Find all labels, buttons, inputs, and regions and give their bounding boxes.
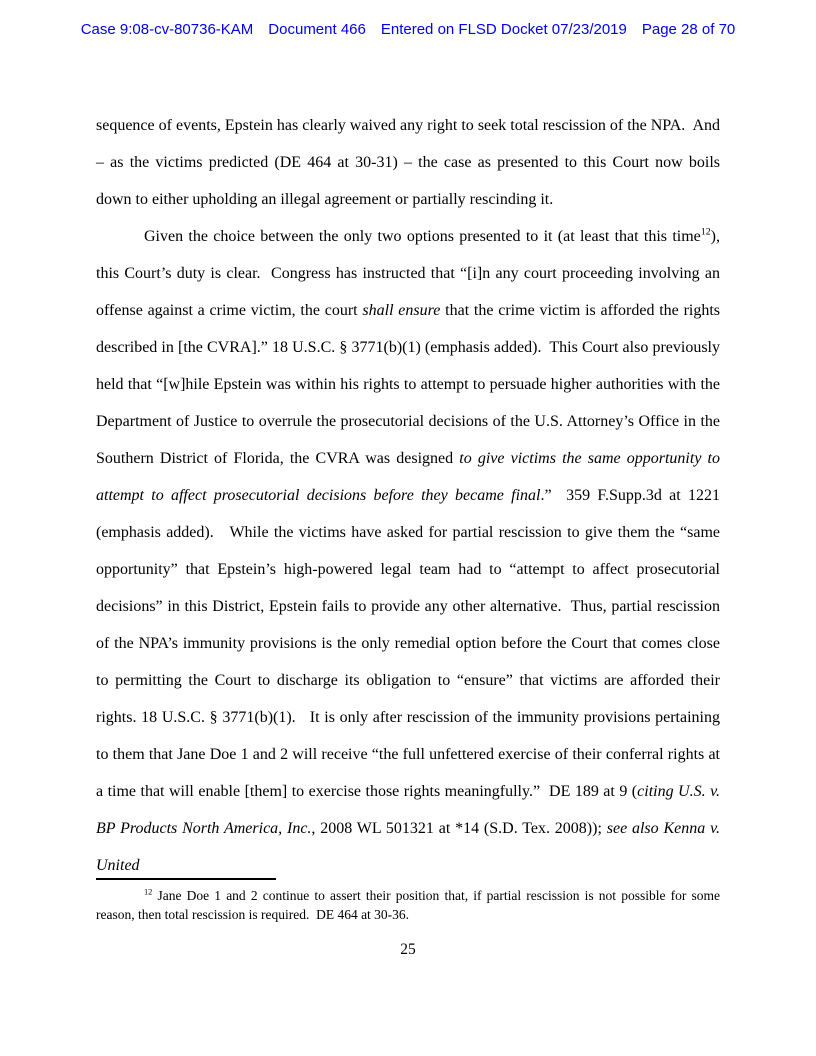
footnote-area: [96, 878, 720, 924]
body-paragraphs: [96, 107, 720, 884]
stamp-page-count: Page 28 of 70: [641, 21, 736, 38]
footnote-reference: 12: [700, 226, 711, 238]
footnote-text: [96, 887, 720, 924]
text-run: Given the choice between the only two options presented to it (at least that this time: [144, 228, 701, 245]
text-run: .” 359 F.Supp.3d at 1221 (emphasis added). While the victims have asked for partial rescission to give them the “same opportunity” that Epstein’s high-powered legal team had to “attempt to affect prosecutorial decisions” in this District, Epstein fails to provide any other alternative. Thus, partial rescission of the NPA’s immunity provisions is the only remedial option before the Court that comes close to permitting the Court to discharge its obligation to “ensure” that victims are afforded their rights. 18 U.S.C. § 3771(b)(1). It is only after rescission of the immunity provisions pertaining to them that Jane Doe 1 and 2 will receive “the full unfettered exercise of their conferral rights at a time that will enable [them] to exercise those rights meaningfully.” DE 189 at 9 (: [96, 487, 720, 800]
italic-run: to give victims the same opportunity to attempt to affect prosecutorial decisions before they became final: [96, 450, 720, 504]
docket-stamp: [0, 21, 816, 38]
text-run: that the crime victim is afforded the rights described in [the CVRA].” 18 U.S.C. § 3771(b)(1) (emphasis added). This Court also previously held that “[w]hile Epstein was within his rights to attempt to persuade higher authorities with the Department of Justice to overrule the prosecutorial decisions of the U.S. Attorney’s Office in the Southern District of Florida, the CVRA was designed: [96, 302, 721, 467]
italic-run: shall ensure: [362, 302, 441, 319]
stamp-document-number: Document 466: [268, 21, 366, 38]
paragraph: [96, 218, 720, 884]
italic-run: see also Kenna v. United: [96, 820, 720, 874]
footnote-separator: [96, 878, 276, 880]
paragraph: [96, 107, 720, 218]
footnote-reference: 12: [144, 887, 153, 897]
text-run: Jane Doe 1 and 2 continue to assert their position that, if partial rescission is not possible for some reason, then total rescission is required. DE 464 at 30-36.: [96, 888, 720, 922]
stamp-case-number: Case 9:08-cv-80736-KAM: [80, 21, 254, 38]
text-run: , 2008 WL 501321 at *14 (S.D. Tex. 2008));: [311, 820, 607, 837]
italic-run: citing U.S. v. BP Products North America, Inc.: [96, 783, 721, 837]
page-number: 25: [400, 941, 416, 958]
text-run: sequence of events, Epstein has clearly waived any right to seek total rescission of the NPA. And – as the victims predicted (DE 464 at 30-31) – the case as presented to this Court now boils down to either upholding an illegal agreement or partially rescinding it.: [96, 117, 720, 208]
text-run: ), this Court’s duty is clear. Congress has instructed that “[i]n any court proceeding involving an offense against a crime victim, the court: [96, 228, 720, 319]
stamp-entered-date: Entered on FLSD Docket 07/23/2019: [380, 21, 627, 38]
